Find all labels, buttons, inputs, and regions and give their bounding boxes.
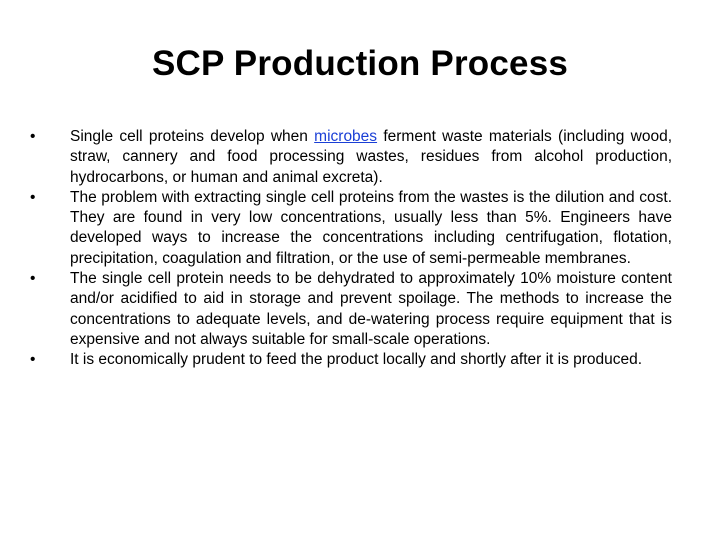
- bullet-text: The problem with extracting single cell proteins from the wastes is the dilution and cost. They are found in very low concentrations, usually less than 5%. Engineers have developed ways to increase the concentrations including centrifugation, flotation, precipitation, coagulation and filtration, or the use of semi-permeable membranes.: [70, 188, 672, 267]
- bullet-icon: •: [30, 270, 36, 288]
- microbes-link[interactable]: microbes: [314, 128, 378, 145]
- bullet-icon: •: [30, 128, 36, 145]
- bullet-item: [30, 127, 672, 188]
- bullet-item: [30, 269, 672, 350]
- bullet-text: Single cell proteins develop when: [70, 128, 315, 145]
- bullet-text: It is economically prudent to feed the product locally and shortly after it is produced.: [70, 351, 643, 369]
- slide-title: SCP Production Process: [151, 44, 569, 83]
- bullet-text: ferment waste materials (including wood, straw, cannery and food processing wastes, residues from alcohol production, hydrocarbons, or human and animal excreta).: [70, 128, 673, 186]
- bullet-text: The single cell protein needs to be dehydrated to approximately 10% moisture content and/or acidified to aid in storage and prevent spoilage. The methods to increase the concentrations to adequate levels, and de-watering process require equipment that is expensive and not always suitable for small-scale operations.: [70, 270, 672, 348]
- bullet-item: [30, 350, 672, 370]
- bullet-icon: •: [30, 351, 36, 369]
- bullet-item: [30, 188, 672, 269]
- bullet-icon: •: [30, 188, 36, 206]
- bullet-list: [30, 127, 672, 371]
